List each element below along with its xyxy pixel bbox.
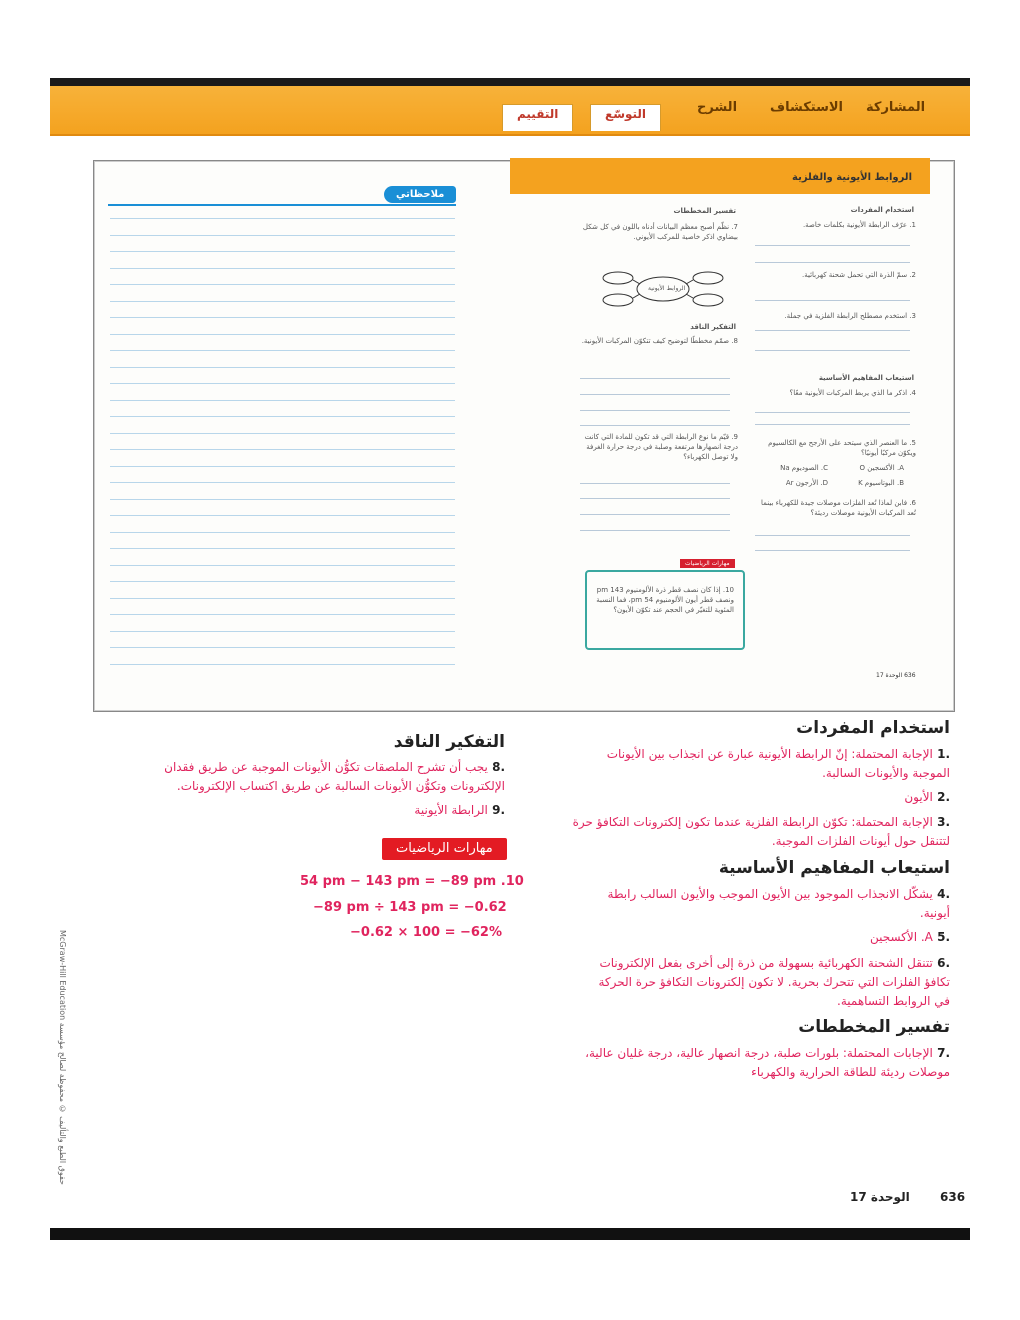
answer-3: .3 الإجابة المحتملة: تكوّن الرابطة الفلزية عندما تكون إلكترونات التكافؤ حرة لتتنقل حول أيونات الفلزات الموجبة. (572, 815, 950, 848)
answer-9: .9 الرابطة الأيونية (414, 803, 505, 817)
worksheet-title: الروابط الأيونية والفلزية (792, 172, 912, 183)
notes-ruled-line (110, 367, 455, 368)
tab-engage[interactable]: المشاركة (866, 100, 926, 115)
bottom-black-bar (50, 1228, 970, 1240)
notes-ruled-line (110, 548, 455, 549)
tab-elaborate[interactable]: التوسّع (590, 104, 661, 131)
worksheet-ruled-line (755, 245, 910, 246)
worksheet-ruled-line (755, 262, 910, 263)
answer-8: .8 يجب أن تشرح الملصقات تكوُّن الأيونات الموجبة عن طريق فقدان الإلكترونات وتكوُّن الأيونات السالبة عن طريق اكتساب الإلكترونات. (164, 760, 505, 793)
ws-footer: 636 الوحدة 17 (876, 672, 916, 679)
notes-ruled-line (110, 350, 455, 351)
ws-q5-option-b: B. البوتاسيوم K (858, 479, 904, 487)
ws-math-label: مهارات الرياضيات (680, 559, 735, 568)
heading-diagrams: تفسير المخططات (798, 1017, 950, 1037)
concept-web-center-label: الروابط الأيونية (648, 285, 686, 292)
ws-heading-concepts: استيعاب المفاهيم الأساسية (818, 374, 914, 382)
answer-1: .1 الإجابة المحتملة: إنّ الرابطة الأيونية عبارة عن انجذاب بين الأيونات الموجبة والأيونات السالبة. (606, 747, 950, 780)
notes-ruled-line (110, 565, 455, 566)
worksheet-ruled-line (580, 410, 730, 411)
notes-ruled-line (110, 515, 455, 516)
ws-q5-option-a: A. الأكسجين O (859, 464, 904, 472)
worksheet-ruled-line (755, 350, 910, 351)
worksheet-ruled-line (580, 378, 730, 379)
worksheet-ruled-line (755, 330, 910, 331)
top-black-bar (50, 78, 970, 86)
notes-ruled-line (110, 581, 455, 582)
math-line-1: 54 pm − 143 pm = −89 pm .10 (300, 874, 524, 889)
notes-ruled-line (110, 218, 455, 219)
worksheet-frame (93, 160, 955, 712)
ws-q6: 6. فابن لماذا تُعد الفلزات موصلات جيدة للكهرباء بينما تُعد المركبات الأيونية موصلات رديئة؟ (761, 499, 916, 517)
worksheet-ruled-line (580, 514, 730, 515)
notes-ruled-line (110, 598, 455, 599)
notes-ruled-line (110, 647, 455, 648)
notes-ruled-line (110, 251, 455, 252)
notes-ruled-line (110, 334, 455, 335)
ws-q9: 9. قيّم ما نوع الرابطة التي قد تكون للمادة التي كانت درجة انصهارها مرتفعة وصلبة في درجة حرارة الغرفة ولا توصل الكهرباء؟ (584, 433, 738, 461)
worksheet-ruled-line (755, 412, 910, 413)
notes-ruled-line (110, 466, 455, 467)
worksheet-ruled-line (755, 550, 910, 551)
notes-ruled-line (110, 664, 455, 665)
ws-heading-diagrams: تفسير المخططات (673, 207, 736, 215)
tab-explain[interactable]: الشرح (697, 100, 738, 115)
worksheet-ruled-line (755, 535, 910, 536)
ws-q2: 2. سمّ الذرة التي تحمل شحنة كهربائية. (802, 271, 916, 279)
answer-7: .7 الإجابات المحتملة: بلورات صلبة، درجة انصهار عالية، درجة غليان عالية، موصلات رديئة للطاقة الحرارية والكهرباء (585, 1046, 950, 1079)
answer-5: .5 A. الأكسجين (869, 930, 950, 944)
notes-top-rule (108, 204, 456, 206)
answer-6: .6 تتنقل الشحنة الكهربائية بسهولة من ذرة إلى أخرى بفعل الإلكترونات تكافؤ الفلزات التي تتحرك بحرية. لا تكون إلكترونات التكافؤ حرة الحركة في الروابط التساهمية. (598, 956, 950, 1008)
worksheet-ruled-line (580, 425, 730, 426)
ws-q5: 5. ما العنصر الذي سيتحد على الأرجح مع الكالسيوم ويكوّن مركبًا أيونيًا؟ (768, 439, 916, 457)
ws-q5-option-d: D. الأرجون Ar (785, 479, 828, 487)
heading-critical: التفكير الناقد (393, 732, 505, 752)
worksheet-ruled-line (755, 424, 910, 425)
notes-ruled-line (110, 614, 455, 615)
math-line-3: −0.62 × 100 = −62% (350, 925, 503, 940)
notes-ruled-line (110, 532, 455, 533)
notes-ruled-line (110, 416, 455, 417)
ws-q8: 8. صمّم مخططًا لتوضيح كيف تتكوّن المركبات الأيونية. (581, 337, 738, 345)
tab-explore[interactable]: الاستكشاف (770, 100, 843, 115)
notes-ruled-line (110, 499, 455, 500)
notes-ruled-line (110, 317, 455, 318)
notes-ruled-line (110, 301, 455, 302)
ws-q5-option-c: C. الصوديوم Na (780, 464, 828, 472)
ws-q10: 10. إذا كان نصف قطر ذرة الألومنيوم 143 pm ونصف قطر أيون الألومنيوم 54 pm، فما النسبة المئوية للتغيّر في الحجم عند تكوّن الأيون؟ (596, 586, 734, 614)
page-number: 636 (940, 1190, 966, 1204)
ws-q7: 7. نظّم أصبح معظم البيانات أدناه باللون في كل شكل بيضاوي اذكر خاصية للمركب الأيوني. (582, 223, 738, 241)
notes-ruled-line (110, 449, 455, 450)
heading-concepts: استيعاب المفاهيم الأساسية (718, 858, 950, 878)
answer-2: .2 الأيون (904, 790, 950, 804)
notes-label: ملاحظاتي (384, 186, 456, 203)
ws-q3: 3. استخدم مصطلح الرابطة الفلزية في جملة. (784, 312, 916, 320)
notes-ruled-line (110, 482, 455, 483)
ws-q1: 1. عرّف الرابطة الأيونية بكلمات خاصة. (802, 221, 916, 229)
notes-ruled-line (110, 400, 455, 401)
answer-4: .4 يشكّل الانجذاب الموجود بين الأيون الموجب والأيون السالب رابطة أيونية. (607, 887, 950, 920)
ws-heading-critical: التفكير الناقد (690, 323, 736, 331)
notes-ruled-line (110, 383, 455, 384)
ws-q4: 4. اذكر ما الذي يربط المركبات الأيونية معًا؟ (789, 389, 916, 397)
notes-ruled-line (110, 631, 455, 632)
worksheet-ruled-line (755, 300, 910, 301)
tab-evaluate[interactable]: التقييم (502, 104, 573, 131)
notes-ruled-line (110, 235, 455, 236)
heading-vocab: استخدام المفردات (796, 718, 950, 738)
worksheet-ruled-line (580, 530, 730, 531)
math-line-2: −89 pm ÷ 143 pm = −0.62 (313, 900, 507, 915)
notes-ruled-line (110, 284, 455, 285)
worksheet-ruled-line (580, 483, 730, 484)
copyright-credit: حقوق الطبع والتأليف © محفوظة لصالح مؤسسة McGraw-Hill Education (58, 930, 67, 1185)
worksheet-ruled-line (580, 394, 730, 395)
notes-ruled-line (110, 268, 455, 269)
notes-ruled-line (110, 433, 455, 434)
worksheet-ruled-line (580, 498, 730, 499)
ws-heading-vocab: استخدام المفردات (850, 206, 914, 214)
math-skills-heading: مهارات الرياضيات (382, 838, 507, 860)
footer-unit: الوحدة 17 (850, 1190, 910, 1204)
